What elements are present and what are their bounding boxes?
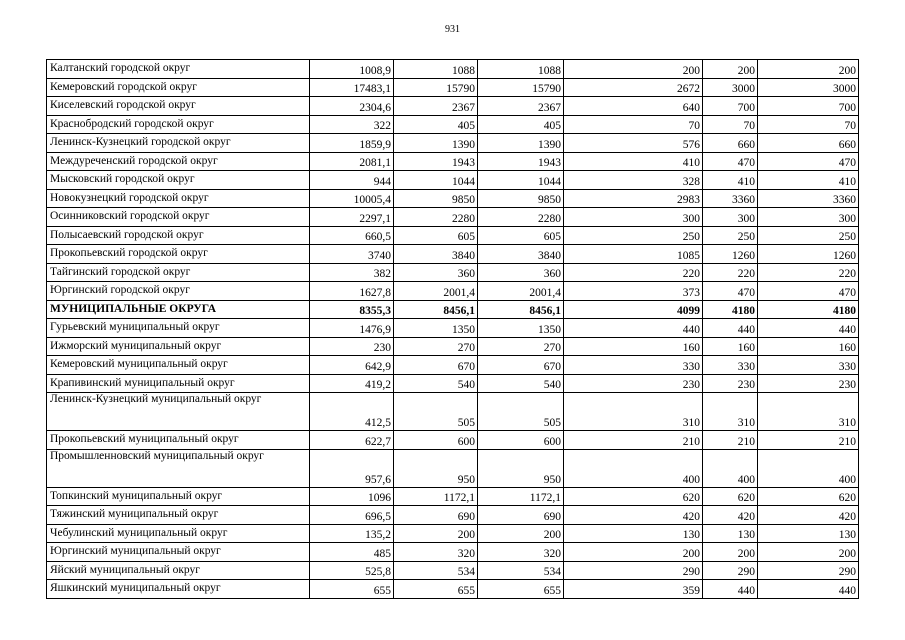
value-cell-col1: 622,7	[310, 431, 394, 450]
table-row	[47, 245, 859, 264]
value-cell-col5: 200	[703, 60, 758, 79]
table-row	[47, 487, 859, 506]
value-cell-col6: 3360	[758, 189, 859, 208]
value-cell-col6: 440	[758, 319, 859, 338]
value-cell-col6: 4180	[758, 300, 859, 319]
value-cell-col3: 2280	[478, 208, 564, 227]
value-cell-col3: 505	[478, 393, 564, 431]
table-row	[47, 263, 859, 282]
value-cell-col5: 70	[703, 115, 758, 134]
value-cell-col4: 4099	[564, 300, 703, 319]
value-cell-col4: 70	[564, 115, 703, 134]
value-cell-col4: 576	[564, 134, 703, 153]
value-cell-col2: 505	[394, 393, 478, 431]
value-cell-col3: 270	[478, 337, 564, 356]
value-cell-col3: 2001,4	[478, 282, 564, 301]
table-row	[47, 319, 859, 338]
value-cell-col6: 660	[758, 134, 859, 153]
value-cell-col6: 220	[758, 263, 859, 282]
value-cell-col6: 470	[758, 282, 859, 301]
value-cell-col2: 8456,1	[394, 300, 478, 319]
table-row	[47, 78, 859, 97]
table-row	[47, 300, 859, 319]
value-cell-col5: 230	[703, 374, 758, 393]
value-cell-col6: 200	[758, 543, 859, 562]
value-cell-col4: 420	[564, 506, 703, 525]
row-name-cell: Яшкинский муниципальный округ	[47, 580, 310, 599]
value-cell-col6: 400	[758, 449, 859, 487]
value-cell-col2: 2280	[394, 208, 478, 227]
value-cell-col3: 200	[478, 524, 564, 543]
value-cell-col5: 160	[703, 337, 758, 356]
value-cell-col1: 2297,1	[310, 208, 394, 227]
value-cell-col3: 1943	[478, 152, 564, 171]
value-cell-col5: 4180	[703, 300, 758, 319]
row-name-cell: Полысаевский городской округ	[47, 226, 310, 245]
value-cell-col3: 655	[478, 580, 564, 599]
value-cell-col4: 373	[564, 282, 703, 301]
row-name-cell: Юргинский муниципальный округ	[47, 543, 310, 562]
value-cell-col6: 210	[758, 431, 859, 450]
value-cell-col2: 540	[394, 374, 478, 393]
value-cell-col1: 525,8	[310, 561, 394, 580]
value-cell-col5: 200	[703, 543, 758, 562]
value-cell-col2: 405	[394, 115, 478, 134]
value-cell-col2: 950	[394, 449, 478, 487]
value-cell-col1: 1008,9	[310, 60, 394, 79]
value-cell-col1: 485	[310, 543, 394, 562]
value-cell-col3: 534	[478, 561, 564, 580]
value-cell-col3: 605	[478, 226, 564, 245]
table-row	[47, 524, 859, 543]
value-cell-col3: 1350	[478, 319, 564, 338]
value-cell-col1: 642,9	[310, 356, 394, 375]
value-cell-col1: 17483,1	[310, 78, 394, 97]
value-cell-col1: 696,5	[310, 506, 394, 525]
value-cell-col5: 470	[703, 152, 758, 171]
value-cell-col1: 1096	[310, 487, 394, 506]
value-cell-col3: 360	[478, 263, 564, 282]
value-cell-col2: 15790	[394, 78, 478, 97]
value-cell-col5: 310	[703, 393, 758, 431]
table-row	[47, 561, 859, 580]
value-cell-col6: 1260	[758, 245, 859, 264]
value-cell-col6: 200	[758, 60, 859, 79]
value-cell-col6: 330	[758, 356, 859, 375]
row-name-cell: Краснобродский городской округ	[47, 115, 310, 134]
value-cell-col3: 600	[478, 431, 564, 450]
value-cell-col4: 250	[564, 226, 703, 245]
value-cell-col1: 412,5	[310, 393, 394, 431]
table-row	[47, 506, 859, 525]
value-cell-col4: 200	[564, 543, 703, 562]
value-cell-col4: 160	[564, 337, 703, 356]
page-number: 931	[445, 24, 460, 35]
value-cell-col5: 440	[703, 580, 758, 599]
value-cell-col4: 328	[564, 171, 703, 190]
value-cell-col3: 670	[478, 356, 564, 375]
table-row	[47, 97, 859, 116]
value-cell-col3: 1044	[478, 171, 564, 190]
value-cell-col6: 290	[758, 561, 859, 580]
table-row	[47, 189, 859, 208]
value-cell-col1: 322	[310, 115, 394, 134]
value-cell-col2: 1350	[394, 319, 478, 338]
value-cell-col4: 290	[564, 561, 703, 580]
value-cell-col5: 410	[703, 171, 758, 190]
value-cell-col4: 310	[564, 393, 703, 431]
value-cell-col6: 420	[758, 506, 859, 525]
value-cell-col2: 270	[394, 337, 478, 356]
value-cell-col1: 135,2	[310, 524, 394, 543]
table-row	[47, 226, 859, 245]
row-name-cell: Юргинский городской округ	[47, 282, 310, 301]
table-row	[47, 449, 859, 487]
value-cell-col4: 620	[564, 487, 703, 506]
value-cell-col4: 330	[564, 356, 703, 375]
row-name-cell: Ленинск-Кузнецкий городской округ	[47, 134, 310, 153]
data-table	[46, 59, 859, 599]
value-cell-col3: 9850	[478, 189, 564, 208]
value-cell-col4: 2672	[564, 78, 703, 97]
value-cell-col4: 440	[564, 319, 703, 338]
value-cell-col5: 290	[703, 561, 758, 580]
value-cell-col5: 400	[703, 449, 758, 487]
value-cell-col2: 320	[394, 543, 478, 562]
value-cell-col5: 3000	[703, 78, 758, 97]
value-cell-col2: 600	[394, 431, 478, 450]
value-cell-col6: 230	[758, 374, 859, 393]
value-cell-col5: 700	[703, 97, 758, 116]
row-name-cell: Новокузнецкий городской округ	[47, 189, 310, 208]
value-cell-col1: 382	[310, 263, 394, 282]
value-cell-col2: 1172,1	[394, 487, 478, 506]
value-cell-col3: 690	[478, 506, 564, 525]
value-cell-col4: 1085	[564, 245, 703, 264]
row-name-cell: Прокопьевский городской округ	[47, 245, 310, 264]
value-cell-col5: 1260	[703, 245, 758, 264]
value-cell-col3: 15790	[478, 78, 564, 97]
value-cell-col2: 655	[394, 580, 478, 599]
row-name-cell: Топкинский муниципальный округ	[47, 487, 310, 506]
row-name-cell: Междуреченский городской округ	[47, 152, 310, 171]
value-cell-col3: 1172,1	[478, 487, 564, 506]
value-cell-col4: 2983	[564, 189, 703, 208]
value-cell-col1: 1627,8	[310, 282, 394, 301]
row-name-cell: Прокопьевский муниципальный округ	[47, 431, 310, 450]
table-row	[47, 134, 859, 153]
value-cell-col4: 230	[564, 374, 703, 393]
table-row	[47, 580, 859, 599]
row-name-cell: Кемеровский городской округ	[47, 78, 310, 97]
value-cell-col6: 160	[758, 337, 859, 356]
value-cell-col3: 8456,1	[478, 300, 564, 319]
value-cell-col6: 470	[758, 152, 859, 171]
value-cell-col2: 1943	[394, 152, 478, 171]
row-name-cell: Яйский муниципальный округ	[47, 561, 310, 580]
value-cell-col3: 2367	[478, 97, 564, 116]
value-cell-col1: 8355,3	[310, 300, 394, 319]
row-name-cell: Ленинск-Кузнецкий муниципальный округ	[47, 393, 310, 431]
row-name-cell: Чебулинский муниципальный округ	[47, 524, 310, 543]
value-cell-col1: 10005,4	[310, 189, 394, 208]
value-cell-col5: 300	[703, 208, 758, 227]
row-name-cell: Осинниковский городской округ	[47, 208, 310, 227]
value-cell-col6: 700	[758, 97, 859, 116]
value-cell-col4: 410	[564, 152, 703, 171]
value-cell-col3: 1390	[478, 134, 564, 153]
value-cell-col5: 620	[703, 487, 758, 506]
row-name-cell: Гурьевский муниципальный округ	[47, 319, 310, 338]
value-cell-col1: 419,2	[310, 374, 394, 393]
value-cell-col2: 2001,4	[394, 282, 478, 301]
value-cell-col6: 130	[758, 524, 859, 543]
value-cell-col1: 655	[310, 580, 394, 599]
value-cell-col1: 2304,6	[310, 97, 394, 116]
value-cell-col2: 1390	[394, 134, 478, 153]
value-cell-col1: 1476,9	[310, 319, 394, 338]
table-row	[47, 356, 859, 375]
table-row	[47, 543, 859, 562]
value-cell-col4: 300	[564, 208, 703, 227]
value-cell-col2: 3840	[394, 245, 478, 264]
value-cell-col1: 3740	[310, 245, 394, 264]
row-name-cell: Тяжинский муниципальный округ	[47, 506, 310, 525]
table-row	[47, 171, 859, 190]
value-cell-col1: 957,6	[310, 449, 394, 487]
row-name-cell: Мысковский городской округ	[47, 171, 310, 190]
table-row	[47, 374, 859, 393]
value-cell-col1: 2081,1	[310, 152, 394, 171]
row-name-cell: МУНИЦИПАЛЬНЫЕ ОКРУГА	[47, 300, 310, 319]
value-cell-col2: 670	[394, 356, 478, 375]
table-row	[47, 115, 859, 134]
table-row	[47, 337, 859, 356]
value-cell-col3: 540	[478, 374, 564, 393]
value-cell-col1: 230	[310, 337, 394, 356]
row-name-cell: Ижморский муниципальный округ	[47, 337, 310, 356]
value-cell-col6: 3000	[758, 78, 859, 97]
value-cell-col3: 1088	[478, 60, 564, 79]
value-cell-col3: 950	[478, 449, 564, 487]
value-cell-col6: 300	[758, 208, 859, 227]
value-cell-col2: 200	[394, 524, 478, 543]
value-cell-col5: 660	[703, 134, 758, 153]
table-row	[47, 60, 859, 79]
table-body	[47, 60, 859, 599]
value-cell-col2: 2367	[394, 97, 478, 116]
value-cell-col2: 690	[394, 506, 478, 525]
value-cell-col2: 605	[394, 226, 478, 245]
row-name-cell: Крапивинский муниципальный округ	[47, 374, 310, 393]
row-name-cell: Калтанский городской округ	[47, 60, 310, 79]
row-name-cell: Тайгинский городской округ	[47, 263, 310, 282]
value-cell-col2: 1044	[394, 171, 478, 190]
value-cell-col3: 3840	[478, 245, 564, 264]
value-cell-col1: 1859,9	[310, 134, 394, 153]
value-cell-col2: 1088	[394, 60, 478, 79]
value-cell-col6: 410	[758, 171, 859, 190]
value-cell-col4: 210	[564, 431, 703, 450]
value-cell-col5: 210	[703, 431, 758, 450]
value-cell-col3: 320	[478, 543, 564, 562]
value-cell-col5: 3360	[703, 189, 758, 208]
value-cell-col4: 200	[564, 60, 703, 79]
value-cell-col4: 130	[564, 524, 703, 543]
row-name-cell: Промышленновский муниципальный округ	[47, 449, 310, 487]
value-cell-col6: 70	[758, 115, 859, 134]
table-row	[47, 282, 859, 301]
value-cell-col2: 9850	[394, 189, 478, 208]
value-cell-col6: 250	[758, 226, 859, 245]
value-cell-col6: 620	[758, 487, 859, 506]
value-cell-col5: 470	[703, 282, 758, 301]
table-row	[47, 431, 859, 450]
table-row	[47, 152, 859, 171]
value-cell-col4: 640	[564, 97, 703, 116]
value-cell-col3: 405	[478, 115, 564, 134]
value-cell-col2: 534	[394, 561, 478, 580]
value-cell-col4: 359	[564, 580, 703, 599]
value-cell-col5: 440	[703, 319, 758, 338]
row-name-cell: Кемеровский муниципальный округ	[47, 356, 310, 375]
value-cell-col5: 250	[703, 226, 758, 245]
value-cell-col4: 400	[564, 449, 703, 487]
value-cell-col4: 220	[564, 263, 703, 282]
table-row	[47, 208, 859, 227]
value-cell-col5: 330	[703, 356, 758, 375]
value-cell-col2: 360	[394, 263, 478, 282]
value-cell-col5: 420	[703, 506, 758, 525]
value-cell-col1: 944	[310, 171, 394, 190]
value-cell-col5: 220	[703, 263, 758, 282]
table-row	[47, 393, 859, 431]
value-cell-col5: 130	[703, 524, 758, 543]
row-name-cell: Киселевский городской округ	[47, 97, 310, 116]
value-cell-col6: 440	[758, 580, 859, 599]
value-cell-col1: 660,5	[310, 226, 394, 245]
value-cell-col6: 310	[758, 393, 859, 431]
